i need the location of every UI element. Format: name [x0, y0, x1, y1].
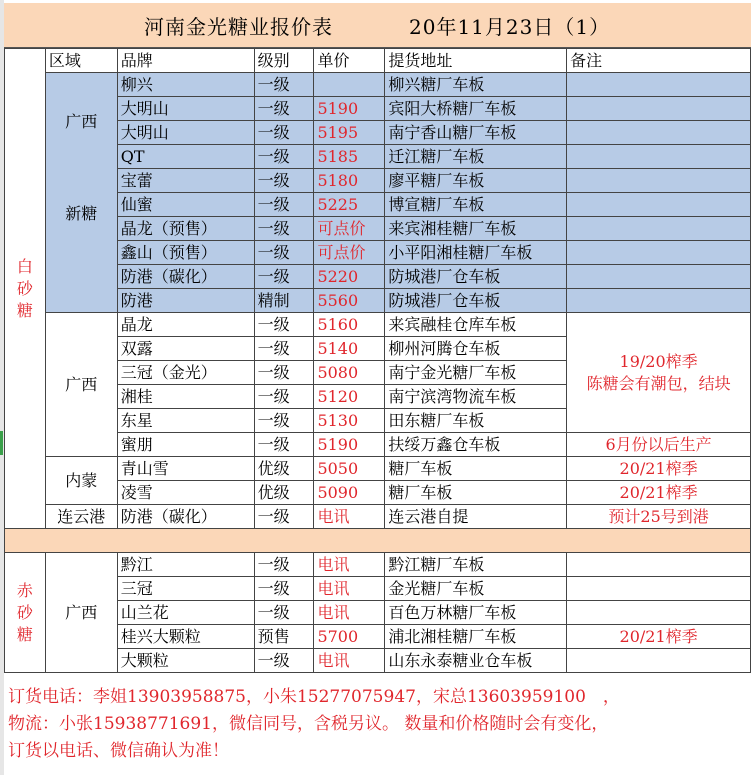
- table-row: [5, 649, 751, 673]
- price-cell: 5185: [314, 145, 385, 169]
- grade-cell: 一级: [254, 577, 314, 601]
- grade-cell: 一级: [254, 649, 314, 673]
- location-cell: 南宁金光糖厂车板: [385, 361, 567, 385]
- grade-cell: 一级: [254, 385, 314, 409]
- cell-marker: [0, 431, 3, 455]
- table-row: [5, 241, 751, 265]
- price-cell: 电讯: [314, 505, 385, 529]
- price-cell: 电讯: [314, 577, 385, 601]
- grade-cell: 一级: [254, 409, 314, 433]
- remark-cell: [567, 193, 751, 217]
- table-row: [5, 121, 751, 145]
- price-cell: 5050: [314, 457, 385, 481]
- location-cell: 迁江糖厂车板: [385, 145, 567, 169]
- location-cell: 金光糖厂车板: [385, 577, 567, 601]
- location-cell: 田东糖厂车板: [385, 409, 567, 433]
- location-cell: 来宾湘桂糖厂车板: [385, 217, 567, 241]
- brand-cell: 宝蕾: [117, 169, 254, 193]
- footer-line: 订货电话：李姐13903958875，小朱15277075947，宋总13603959100 ，: [8, 687, 620, 707]
- table-row: [5, 73, 751, 97]
- table-row: [5, 313, 751, 337]
- brand-cell: 凌雪: [117, 481, 254, 505]
- category-white-sugar: 白 砂 糖: [5, 49, 46, 529]
- grade-cell: 一级: [254, 217, 314, 241]
- brand-cell: 防港（碳化）: [117, 265, 254, 289]
- location-cell: 百色万林糖厂车板: [385, 601, 567, 625]
- table-row: [5, 289, 751, 313]
- price-cell: 可点价: [314, 217, 385, 241]
- price-cell: 5160: [314, 313, 385, 337]
- price-cell: 可点价: [314, 241, 385, 265]
- brand-cell: 山兰花: [117, 601, 254, 625]
- brand-cell: 防港: [117, 289, 254, 313]
- table-row: [5, 265, 751, 289]
- brand-cell: 防港（碳化）: [117, 505, 254, 529]
- price-cell: 5190: [314, 433, 385, 457]
- grade-cell: 一级: [254, 313, 314, 337]
- location-cell: 南宁香山糖厂车板: [385, 121, 567, 145]
- table-row: [5, 193, 751, 217]
- price-cell: 5090: [314, 481, 385, 505]
- price-cell: 5700: [314, 625, 385, 649]
- remark-cell: [567, 169, 751, 193]
- company-title: 河南金光糖业报价表: [144, 15, 333, 39]
- grade-cell: 一级: [254, 193, 314, 217]
- contact-footer: [8, 684, 748, 765]
- grade-cell: 优级: [254, 481, 314, 505]
- remark-line: 陈糖会有潮包，结块: [586, 373, 731, 393]
- price-cell: 5180: [314, 169, 385, 193]
- brand-cell: 三冠（金光）: [117, 361, 254, 385]
- brand-cell: 晶龙: [117, 313, 254, 337]
- table-row: [5, 169, 751, 193]
- remark-cell: [567, 289, 751, 313]
- grade-cell: 预售: [254, 625, 314, 649]
- location-cell: 廖平糖厂车板: [385, 169, 567, 193]
- remark-cell: 预计25号到港: [567, 505, 751, 529]
- price-cell: 5225: [314, 193, 385, 217]
- remark-cell: 20/21榨季: [567, 625, 751, 649]
- remark-cell: [567, 145, 751, 169]
- table-row: [5, 553, 751, 577]
- remark-cell: [567, 553, 751, 577]
- brand-cell: 东星: [117, 409, 254, 433]
- header-price: 单价: [314, 49, 385, 73]
- remark-cell: [567, 217, 751, 241]
- remark-cell: 6月份以后生产: [567, 433, 751, 457]
- location-cell: 浦北湘桂糖厂车板: [385, 625, 567, 649]
- price-cell: 5130: [314, 409, 385, 433]
- brand-cell: 三冠: [117, 577, 254, 601]
- region-red-guangxi: 广西: [45, 553, 117, 673]
- table-row: [5, 457, 751, 481]
- brand-cell: 大明山: [117, 121, 254, 145]
- footer-line: 订货以电话、微信确认为准！: [8, 741, 229, 761]
- table-row: [5, 145, 751, 169]
- grade-cell: 一级: [254, 169, 314, 193]
- brand-cell: 蜜朋: [117, 433, 254, 457]
- remark-cell: 20/21榨季: [567, 457, 751, 481]
- location-cell: 连云港自提: [385, 505, 567, 529]
- brand-cell: 双露: [117, 337, 254, 361]
- table-row: [5, 577, 751, 601]
- location-cell: 防城港厂仓车板: [385, 265, 567, 289]
- grade-cell: 精制: [254, 289, 314, 313]
- table-row: [5, 217, 751, 241]
- grade-cell: 一级: [254, 73, 314, 97]
- remark-cell: [567, 97, 751, 121]
- price-cell: 5195: [314, 121, 385, 145]
- date-title: 20年11月23日（1）: [409, 15, 611, 39]
- header-location: 提货地址: [385, 49, 567, 73]
- grade-cell: 一级: [254, 337, 314, 361]
- grade-cell: 优级: [254, 457, 314, 481]
- brand-cell: 大颗粒: [117, 649, 254, 673]
- header-row: [5, 49, 751, 73]
- remark-cell: [567, 121, 751, 145]
- location-cell: 糖厂车板: [385, 457, 567, 481]
- grade-cell: 一级: [254, 601, 314, 625]
- grade-cell: 一级: [254, 97, 314, 121]
- brand-cell: 黔江: [117, 553, 254, 577]
- brand-cell: 青山雪: [117, 457, 254, 481]
- price-cell: 电讯: [314, 553, 385, 577]
- category-red-sugar: 赤 砂 糖: [5, 553, 46, 673]
- price-cell: 电讯: [314, 649, 385, 673]
- location-cell: 糖厂车板: [385, 481, 567, 505]
- price-cell: 5140: [314, 337, 385, 361]
- remark-cell: [567, 577, 751, 601]
- table-row: [5, 505, 751, 529]
- separator-row: [5, 529, 751, 553]
- grade-cell: 一级: [254, 145, 314, 169]
- location-cell: 柳州河腾仓车板: [385, 337, 567, 361]
- location-cell: 小平阳湘桂糖厂车板: [385, 241, 567, 265]
- grade-cell: 一级: [254, 433, 314, 457]
- price-cell: 5190: [314, 97, 385, 121]
- price-table: [4, 48, 751, 673]
- brand-cell: QT: [117, 145, 254, 169]
- remark-line: 19/20榨季: [619, 351, 698, 371]
- table-row: [5, 625, 751, 649]
- grade-cell: 一级: [254, 241, 314, 265]
- table-row: [5, 481, 751, 505]
- remark-cell: 20/21榨季: [567, 481, 751, 505]
- region-guangxi: 广西: [45, 313, 117, 457]
- region-lianyungang: 连云港: [45, 505, 117, 529]
- brand-cell: 晶龙（预售）: [117, 217, 254, 241]
- location-cell: 防城港厂仓车板: [385, 289, 567, 313]
- location-cell: 柳兴糖厂车板: [385, 73, 567, 97]
- location-cell: 博宣糖厂车板: [385, 193, 567, 217]
- location-cell: 扶绥万鑫仓车板: [385, 433, 567, 457]
- header-remark: 备注: [567, 49, 751, 73]
- remark-cell: [567, 73, 751, 97]
- remark-cell: [567, 265, 751, 289]
- price-cell: [314, 73, 385, 97]
- region-new-sugar: [45, 73, 117, 313]
- grade-cell: 一级: [254, 505, 314, 529]
- price-cell: 5080: [314, 361, 385, 385]
- brand-cell: 鑫山（预售）: [117, 241, 254, 265]
- table-row: [5, 97, 751, 121]
- grade-cell: 一级: [254, 121, 314, 145]
- remark-cell: [567, 601, 751, 625]
- title-bar: [4, 3, 751, 48]
- header-grade: 级别: [254, 49, 314, 73]
- grade-cell: 一级: [254, 361, 314, 385]
- price-cell: 5560: [314, 289, 385, 313]
- location-cell: 宾阳大桥糖厂车板: [385, 97, 567, 121]
- remark-cell-merged: [567, 313, 751, 433]
- price-cell: 电讯: [314, 601, 385, 625]
- header-region: 区域: [45, 49, 117, 73]
- region-neimeng: 内蒙: [45, 457, 117, 505]
- region-label: 广西: [65, 112, 98, 131]
- location-cell: 南宁滨湾物流车板: [385, 385, 567, 409]
- brand-cell: 柳兴: [117, 73, 254, 97]
- brand-cell: 湘桂: [117, 385, 254, 409]
- location-cell: 山东永泰糖业仓车板: [385, 649, 567, 673]
- header-brand: 品牌: [117, 49, 254, 73]
- region-label: 新糖: [65, 204, 98, 223]
- location-cell: 来宾融桂仓库车板: [385, 313, 567, 337]
- price-cell: 5220: [314, 265, 385, 289]
- brand-cell: 桂兴大颗粒: [117, 625, 254, 649]
- remark-cell: [567, 649, 751, 673]
- table-row: [5, 601, 751, 625]
- brand-cell: 大明山: [117, 97, 254, 121]
- remark-cell: [567, 241, 751, 265]
- brand-cell: 仙蜜: [117, 193, 254, 217]
- grade-cell: 一级: [254, 265, 314, 289]
- location-cell: 黔江糖厂车板: [385, 553, 567, 577]
- price-cell: 5120: [314, 385, 385, 409]
- grade-cell: 一级: [254, 553, 314, 577]
- table-row: [5, 433, 751, 457]
- footer-line: 物流：小张15938771691，微信同号，含税另议。 数量和价格随时会有变化，: [8, 714, 609, 734]
